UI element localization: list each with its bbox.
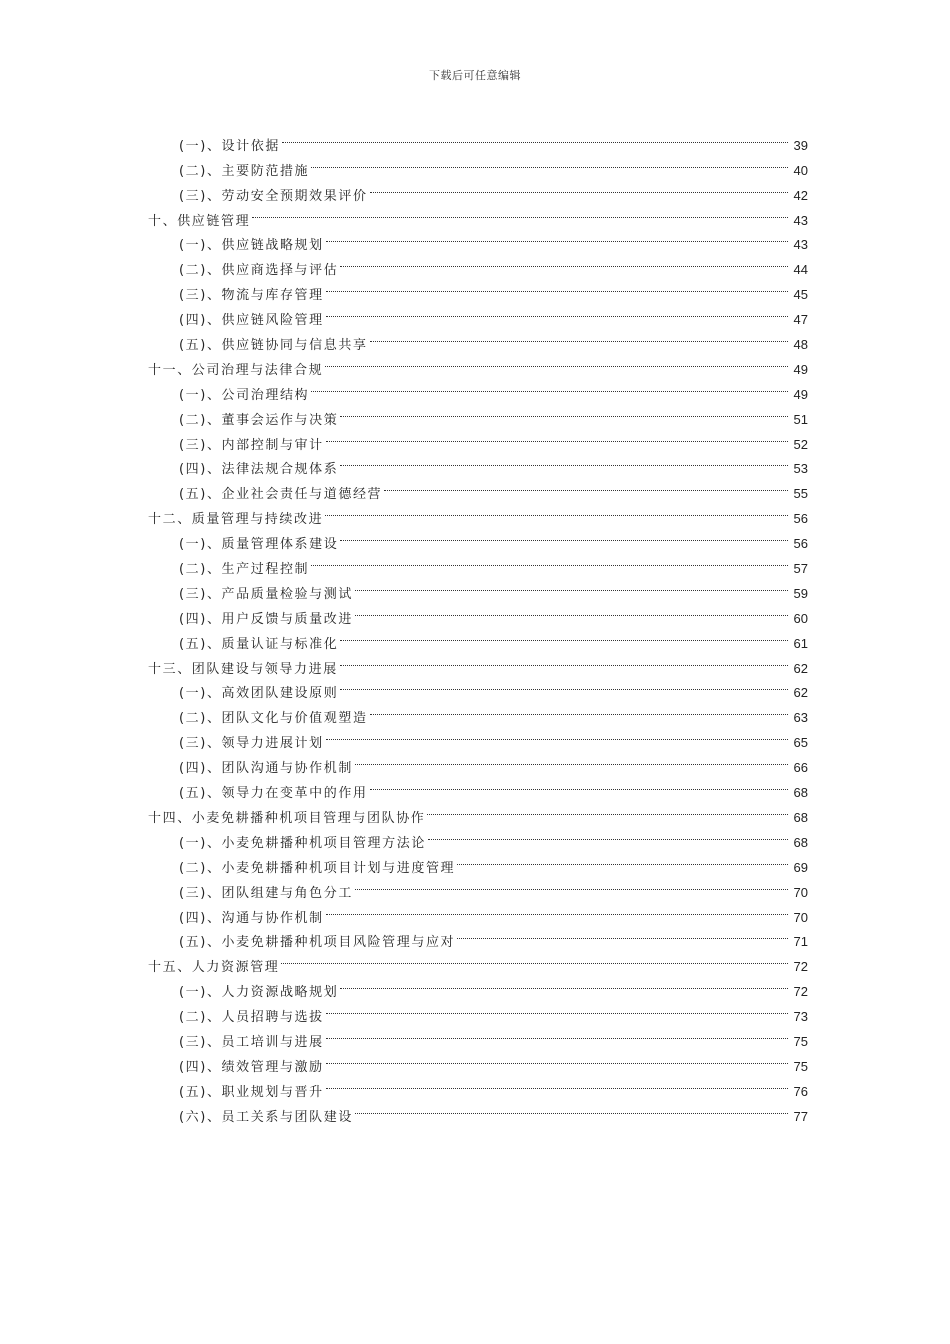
toc-entry-title: (五)、供应链协同与信息共享 <box>179 338 368 354</box>
toc-dot-leader <box>355 573 788 598</box>
toc-entry-title: (三)、领导力进展计划 <box>179 736 324 752</box>
toc-page-number: 71 <box>793 934 808 950</box>
toc-dot-leader <box>340 399 788 424</box>
toc-dot-leader <box>282 125 788 150</box>
toc-page-number: 61 <box>793 635 808 651</box>
toc-dot-leader <box>311 374 788 399</box>
toc-dot-leader <box>428 822 788 847</box>
toc-dot-leader <box>326 897 788 922</box>
toc-page-number: 65 <box>793 735 808 751</box>
toc-page-number: 45 <box>793 287 808 303</box>
toc-page-number: 70 <box>793 884 808 900</box>
toc-page-number: 76 <box>793 1083 808 1099</box>
toc-page-number: 49 <box>793 361 808 377</box>
toc-page-number: 52 <box>793 436 808 452</box>
toc-page-number: 72 <box>793 959 808 975</box>
toc-entry-title: (三)、员工培训与进展 <box>179 1034 324 1050</box>
toc-entry-title: (一)、供应链战略规划 <box>179 238 324 254</box>
toc-section-entry[interactable] <box>148 125 808 154</box>
toc-entry-title: (二)、团队文化与价值观塑造 <box>179 711 368 727</box>
toc-dot-leader <box>340 971 788 996</box>
toc-dot-leader <box>326 1046 788 1071</box>
toc-dot-leader <box>457 922 788 947</box>
header-note: 下载后可任意编辑 <box>429 69 521 82</box>
toc-page-number: 40 <box>793 162 808 178</box>
toc-page-number: 59 <box>793 585 808 601</box>
toc-entry-title: (一)、高效团队建设原则 <box>179 686 339 702</box>
toc-entry-title: (五)、领导力在变革中的作用 <box>179 786 368 802</box>
toc-entry-title: (一)、人力资源战略规划 <box>179 985 339 1001</box>
toc-entry-title: 十二、质量管理与持续改进 <box>148 512 324 528</box>
toc-entry-title: 十三、团队建设与领导力进展 <box>148 661 338 677</box>
toc-dot-leader <box>311 150 788 175</box>
toc-page-number: 39 <box>793 137 808 153</box>
toc-page-number: 73 <box>793 1009 808 1025</box>
toc-dot-leader <box>325 349 788 374</box>
toc-entry-title: (四)、法律法规合规体系 <box>179 462 339 478</box>
toc-page-number: 72 <box>793 984 808 1000</box>
toc-entry-title: 十一、公司治理与法律合规 <box>148 362 324 378</box>
toc-page-number: 53 <box>793 461 808 477</box>
toc-dot-leader <box>326 722 788 747</box>
toc-dot-leader <box>340 449 788 474</box>
toc-dot-leader <box>326 996 788 1021</box>
toc-dot-leader <box>326 1071 788 1096</box>
toc-dot-leader <box>370 324 788 349</box>
toc-entry-title: (二)、小麦免耕播种机项目计划与进度管理 <box>179 860 456 876</box>
toc-page-number: 75 <box>793 1058 808 1074</box>
toc-entry-title: (三)、物流与库存管理 <box>179 288 324 304</box>
toc-dot-leader <box>281 946 788 971</box>
toc-page-number: 66 <box>793 760 808 776</box>
toc-page-number: 68 <box>793 809 808 825</box>
toc-dot-leader <box>370 175 788 200</box>
toc-dot-leader <box>252 200 788 225</box>
toc-page-number: 62 <box>793 660 808 676</box>
toc-page-number: 68 <box>793 785 808 801</box>
table-of-contents <box>148 125 808 1125</box>
toc-page-number: 49 <box>793 386 808 402</box>
toc-page-number: 62 <box>793 685 808 701</box>
toc-entry-title: (三)、劳动安全预期效果评价 <box>179 188 368 204</box>
toc-page-number: 55 <box>793 486 808 502</box>
toc-entry-title: 十四、小麦免耕播种机项目管理与团队协作 <box>148 810 426 826</box>
toc-dot-leader <box>340 648 788 673</box>
toc-entry-title: (一)、设计依据 <box>179 138 280 154</box>
toc-dot-leader <box>340 249 788 274</box>
toc-page-number: 57 <box>793 561 808 577</box>
toc-page-number: 63 <box>793 710 808 726</box>
toc-entry-title: (三)、团队组建与角色分工 <box>179 885 353 901</box>
toc-entry-title: (二)、董事会运作与决策 <box>179 412 339 428</box>
toc-dot-leader <box>457 847 788 872</box>
toc-page-number: 69 <box>793 859 808 875</box>
toc-page-number: 43 <box>793 212 808 228</box>
toc-page-number: 70 <box>793 909 808 925</box>
toc-entry-title: (五)、企业社会责任与道德经营 <box>179 487 383 503</box>
toc-dot-leader <box>370 697 788 722</box>
toc-entry-title: (三)、产品质量检验与测试 <box>179 586 353 602</box>
toc-dot-leader <box>427 797 788 822</box>
toc-dot-leader <box>384 473 788 498</box>
toc-dot-leader <box>325 498 788 523</box>
toc-entry-title: (四)、供应链风险管理 <box>179 313 324 329</box>
toc-dot-leader <box>340 673 788 698</box>
toc-page-number: 44 <box>793 262 808 278</box>
toc-dot-leader <box>326 225 788 250</box>
toc-dot-leader <box>355 1096 788 1121</box>
toc-entry-title: (四)、沟通与协作机制 <box>179 910 324 926</box>
toc-entry-title: (五)、质量认证与标准化 <box>179 636 339 652</box>
toc-dot-leader <box>326 1021 788 1046</box>
toc-dot-leader <box>355 872 788 897</box>
toc-page-number: 43 <box>793 237 808 253</box>
toc-entry-title: (四)、团队沟通与协作机制 <box>179 761 353 777</box>
toc-entry-title: (二)、供应商选择与评估 <box>179 263 339 279</box>
toc-entry-title: (四)、绩效管理与激励 <box>179 1059 324 1075</box>
toc-dot-leader <box>355 598 788 623</box>
toc-page-number: 68 <box>793 834 808 850</box>
toc-entry-title: (三)、内部控制与审计 <box>179 437 324 453</box>
toc-dot-leader <box>326 424 788 449</box>
toc-entry-title: (二)、人员招聘与选拔 <box>179 1010 324 1026</box>
toc-page-number: 47 <box>793 312 808 328</box>
toc-page-number: 77 <box>793 1108 808 1124</box>
toc-page-number: 75 <box>793 1033 808 1049</box>
toc-dot-leader <box>355 747 788 772</box>
toc-entry-title: (五)、职业规划与晋升 <box>179 1084 324 1100</box>
toc-page-number: 56 <box>793 511 808 527</box>
toc-entry-title: (一)、质量管理体系建设 <box>179 537 339 553</box>
toc-entry-title: (六)、员工关系与团队建设 <box>179 1109 353 1125</box>
toc-dot-leader <box>340 523 788 548</box>
toc-entry-title: (五)、小麦免耕播种机项目风险管理与应对 <box>179 935 456 951</box>
toc-entry-title: 十、供应链管理 <box>148 213 251 229</box>
toc-page-number: 56 <box>793 536 808 552</box>
toc-dot-leader <box>326 274 788 299</box>
toc-dot-leader <box>340 623 788 648</box>
toc-page-number: 42 <box>793 187 808 203</box>
toc-entry-title: 十五、人力资源管理 <box>148 960 280 976</box>
toc-entry-title: (二)、主要防范措施 <box>179 163 310 179</box>
toc-entry-title: (一)、公司治理结构 <box>179 387 310 403</box>
toc-dot-leader <box>311 548 788 573</box>
toc-dot-leader <box>370 772 788 797</box>
toc-entry-title: (四)、用户反馈与质量改进 <box>179 611 353 627</box>
toc-page-number: 60 <box>793 610 808 626</box>
toc-entry-title: (二)、生产过程控制 <box>179 562 310 578</box>
toc-page-number: 48 <box>793 337 808 353</box>
toc-dot-leader <box>326 299 788 324</box>
toc-page-number: 51 <box>793 411 808 427</box>
toc-entry-title: (一)、小麦免耕播种机项目管理方法论 <box>179 835 426 851</box>
